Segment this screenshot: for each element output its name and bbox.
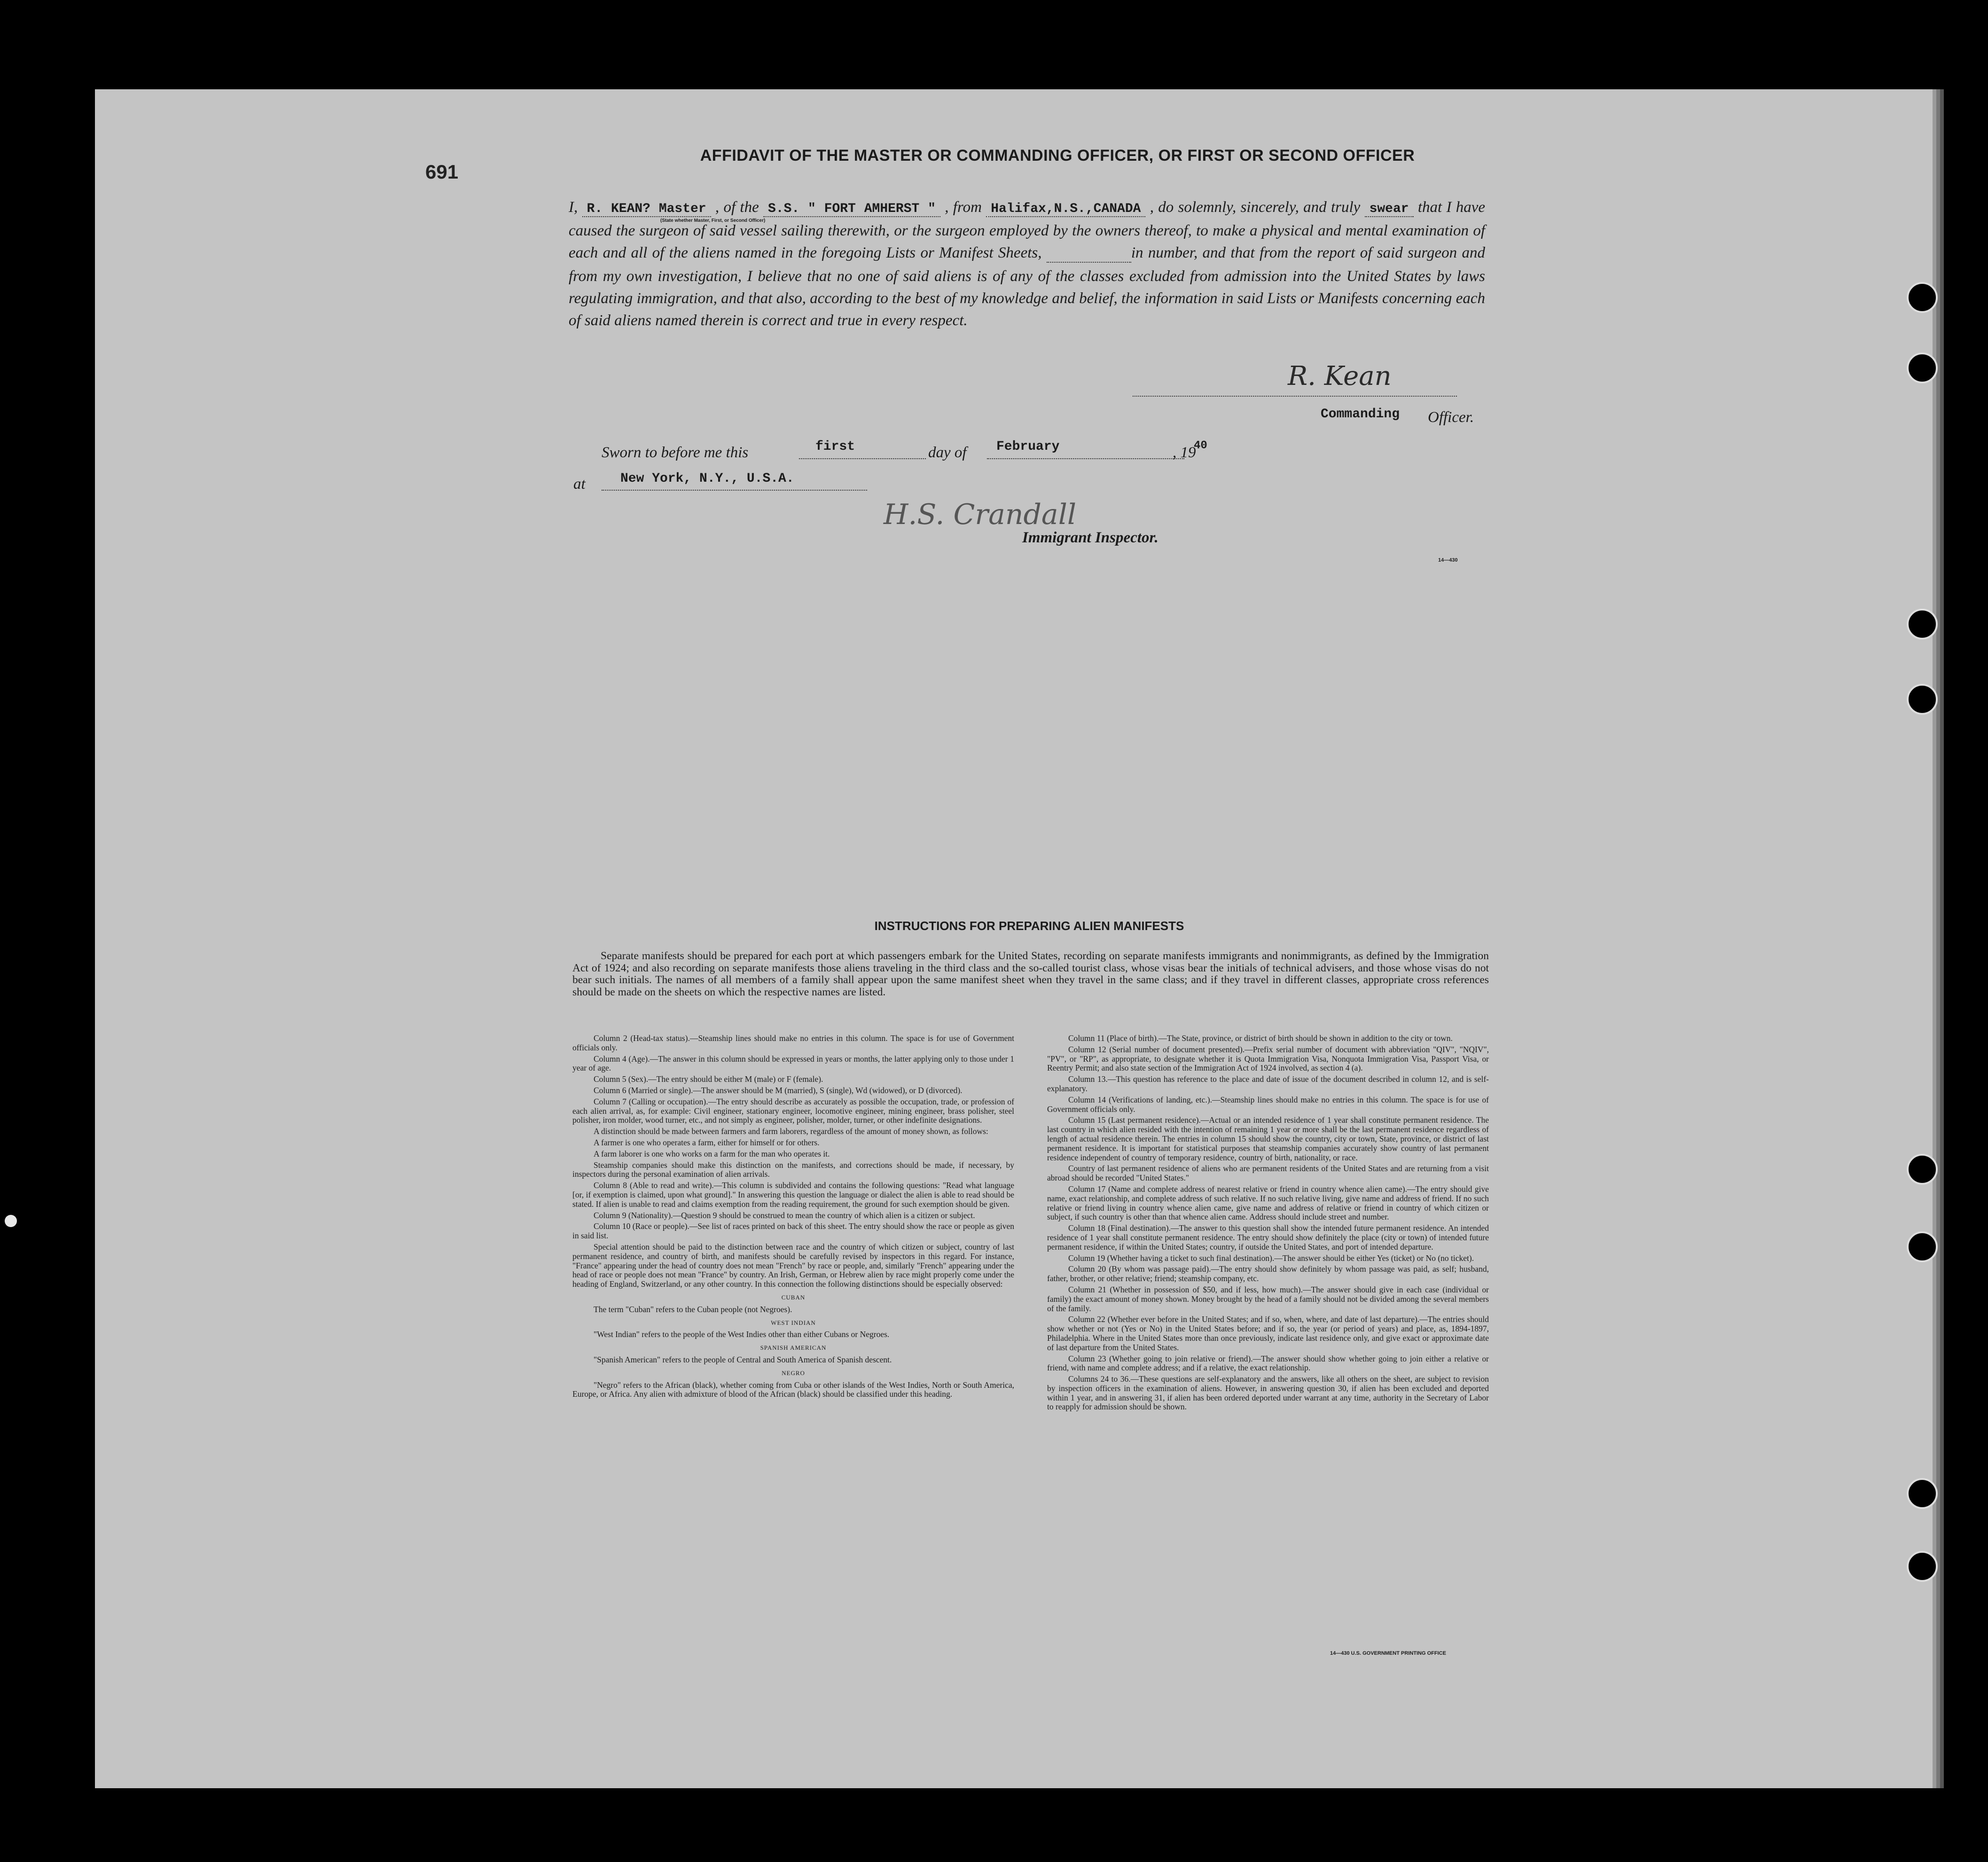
instruction-paragraph: Column 19 (Whether having a ticket to such final destination).—The answer should be either Yes (ticket) or No (no ticket). [1068, 1253, 1474, 1263]
instruction-paragraph: Column 2 (Head-tax status).—Steamship lines should make no entries in this column. The space is for use of Government officials only. [572, 1033, 1014, 1052]
instruction-paragraph: Column 4 (Age).—The answer in this column should be expressed in years or months, the latter applying only to those under 1 year of age. [572, 1054, 1014, 1073]
section-paragraph: "Negro" refers to the African (black), whether coming from Cuba or other islands of the West Indies, North or South America, Europe, or Africa. Any alien with admixture of blood of the African (black) should be classified under this heading. [572, 1380, 1014, 1399]
signature-line [1133, 396, 1457, 397]
oath-field: swear [1365, 202, 1414, 217]
manifest-page [95, 89, 1933, 1788]
affidavit-title: AFFIDAVIT OF THE MASTER OR COMMANDING OFFICER, OR FIRST OR SECOND OFFICER [700, 147, 1415, 164]
instruction-paragraph: A farm laborer is one who works on a farm for the man who operates it. [594, 1149, 830, 1158]
officer-name-field: R. KEAN? Master [582, 202, 711, 217]
at-label: at [573, 476, 586, 493]
punch-hole [1907, 1478, 1938, 1509]
solemnly-label: solemnly, sincerely, and truly [1178, 199, 1361, 216]
state-note: (State whether Master, First, or Second Officer) [660, 218, 766, 223]
sworn-year: 40 [1194, 439, 1207, 452]
edge-dot [5, 1215, 17, 1227]
instructions-right-column [1047, 1034, 1489, 1414]
section-heading: SPANISH AMERICAN [760, 1344, 827, 1352]
day-of-label: day of [928, 444, 967, 461]
instruction-paragraph: Column 18 (Final destination).—The answer to this question shall show the intended future permanent residence. An intended residence of 1 year shall constitute permanent residence. The entry should show definitely the place (city or town) of intended future permanent residence, if within the United States; country, if outside the United States, and port of intended departure. [1047, 1223, 1489, 1252]
section-heading: CUBAN [781, 1293, 806, 1301]
corner-mark: 691 [425, 161, 459, 183]
instruction-paragraph: A farmer is one who operates a farm, either for himself or for others. [594, 1137, 820, 1147]
section-heading: NEGRO [782, 1369, 805, 1377]
instruction-paragraph: Special attention should be paid to the distinction between race and the country of which citizen or subject, country of last permanent residence, and country of birth, and manifests should be carefully revised by inspectors in this regard. For instance, "France" appearing under the head of country does not mean "French" by race or people, and, similarly "French" appearing under the head of race or people does not mean "France" by country. An Irish, German, or Hebrew alien by race might properly come under the heading of England, Switzerland, or any other country. In this connection the following distinctions should be especially observed: [572, 1242, 1014, 1289]
instruction-paragraph: A distinction should be made between farmers and farm laborers, regardless of the amount of money shown, as follows: [594, 1127, 988, 1136]
officer-label: Officer. [1428, 409, 1474, 426]
month-line [987, 458, 1184, 459]
instruction-paragraph: Column 13.—This question has reference to the place and date of issue of the document described in column 12, and is self-explanatory. [1047, 1074, 1489, 1093]
place-line [602, 490, 867, 491]
instruction-paragraph: Column 15 (Last permanent residence).—Actual or an intended residence of 1 year shall constitute permanent residence. The last country in which alien resided with the intention of remaining 1 year or more shall be the last permanent residence regardless of length of actual residence therein. The entries in column 15 should show the country, city or town, State, province, or district of last permanent residence. It is important for statistical purposes that steamship companies accurately show country of last permanent residence independent of country of temporary residence, country of birth, nationality, or race. [1047, 1115, 1489, 1162]
sworn-day: first [815, 439, 855, 454]
instruction-paragraph: Column 20 (By whom was passage paid).—The entry should show definitely by whom passage was paid, as self; husband, father, brother, or other relative; friend; steamship company, etc. [1047, 1264, 1489, 1283]
ship-name-field: S.S. " FORT AMHERST " [763, 202, 940, 217]
day-line [799, 458, 926, 459]
instruction-paragraph: Country of last permanent residence of aliens who are permanent residents of the United States and are returning from a visit abroad should be recorded "United States." [1047, 1164, 1489, 1183]
instruction-paragraph: Column 5 (Sex).—The entry should be either M (male) or F (female). [594, 1074, 823, 1084]
instructions-left-column [572, 1034, 1014, 1401]
master-signature: R. Kean [1288, 361, 1392, 391]
officer-rank: Commanding [1321, 407, 1400, 422]
section-paragraph: "West Indian" refers to the people of the West Indies other than either Cubans or Negroes. [594, 1330, 890, 1339]
instructions-title: INSTRUCTIONS FOR PREPARING ALIEN MANIFESTS [874, 919, 1184, 933]
instruction-paragraph: Column 11 (Place of birth).—The State, province, or district of birth should be shown in addition to the city or town. [1068, 1033, 1453, 1043]
do-label: , do [1150, 199, 1174, 216]
punch-hole [1907, 352, 1938, 383]
punch-hole [1907, 1231, 1938, 1262]
instruction-paragraph: Column 6 (Married or single).—The answer should be M (married), S (single), Wd (widowed), or D (divorced). [594, 1085, 963, 1095]
form-code: 14—430 [1438, 557, 1458, 563]
punch-hole [1907, 282, 1938, 313]
instruction-paragraph: Column 22 (Whether ever before in the United States; and if so, when, where, and date of last departure).—The entries should show whether or not (Yes or No) in the United States before; and if so, the year (or period of years) and place, as, 1894-1897, Philadelphia. Where in the United States more than once previously, indicate last residence only, and give exact or approximate date of last departure from the United States. [1047, 1314, 1489, 1352]
instruction-paragraph: Steamship companies should make this distinction on the manifests, and corrections should be made, if necessary, by inspectors during the personal examination of alien arrivals. [572, 1160, 1014, 1179]
instruction-paragraph: Column 23 (Whether going to join relative or friend).—The answer should show whether going to join either a relative or friend, with name and complete address; and if a relative, the exact relationship. [1047, 1353, 1489, 1373]
sworn-label: Sworn to before me this [602, 444, 749, 461]
printing-office-footer: 14—430 U.S. GOVERNMENT PRINTING OFFICE [1330, 1651, 1446, 1656]
section-paragraph: "Spanish American" refers to the people of Central and South America of Spanish descent. [594, 1354, 892, 1364]
instruction-paragraph: Column 14 (Verifications of landing, etc.).—Steamship lines should make no entries in this column. The space is for use of Government officials only. [1047, 1095, 1489, 1114]
punch-hole [1907, 684, 1938, 715]
punch-hole [1907, 609, 1938, 640]
affidavit-body [569, 196, 1485, 332]
affidavit-text: that I have caused the surgeon of said vessel sailing therewith, or the surgeon employed by the owners thereof, to make a physical and mental examination of each and all of the aliens named in the foregoing Lists or Manifest Sheets, [569, 199, 1486, 261]
alien-count-field [1047, 247, 1131, 263]
instruction-paragraph: Column 7 (Calling or occupation).—The entry should describe as accurately as possible the occupation, trade, or profession of each alien arrival, as, for example: Civil engineer, stationary engineer, locomotive engineer, mining engineer, brass polisher, steel polisher, iron molder, wood turner, etc., and not simply as engineer, polisher, molder, turner, or other indefinite designations. [572, 1096, 1014, 1125]
inspector-signature: H.S. Crandall [884, 498, 1077, 531]
instruction-paragraph: Column 21 (Whether in possession of $50, and if less, how much).—The answer should give in each case (individual or family) the exact amount of money shown. Money brought by the head of a family should not be divided among the several members of the family. [1047, 1284, 1489, 1313]
instruction-paragraph: Column 10 (Race or people).—See list of races printed on back of this sheet. The entry should show the race or people as given in said list. [572, 1221, 1014, 1241]
instruction-paragraph: Column 9 (Nationality).—Question 9 should be construed to mean the country of which alien is a citizen or subject. [594, 1210, 975, 1220]
instruction-paragraph: Column 8 (Able to read and write).—This column is subdivided and contains the following questions: "Read what language [or, if exemption is claimed, upon what ground]." In answering this question the language or dialect the alien is able to read should be stated. If alien is unable to read and claims exemption from the reading requirement, the ground for such exemption should be given. [572, 1181, 1014, 1209]
section-paragraph: The term "Cuban" refers to the Cuban people (not Negroes). [594, 1304, 792, 1314]
instruction-paragraph: Column 17 (Name and complete address of nearest relative or friend in country whence alien came).—The entry should give name, exact relationship, and complete address of such relative. If no such relative living, give name and address of friend. If no such relative or friend living in country whence alien came, give name and address of relative or friend in country of which citizen or subject, if such country is other than that whence alien came. Address should include street and number. [1047, 1184, 1489, 1222]
i-label: I, [569, 199, 578, 216]
sworn-month: February [996, 439, 1060, 454]
instruction-paragraph: Columns 24 to 36.—These questions are self-explanatory and the answers, like all others on the sheet, are subject to revision by inspection officers in the examination of aliens. However, in answering question 30, if alien has been excluded and deported within 1 year, and in answering 31, if alien has been ordered deported under warrant at any time, authority in the Secretary of Labor to reapply for admission should be shown. [1047, 1374, 1489, 1412]
from-label: , from [945, 199, 982, 216]
punch-hole [1907, 1551, 1938, 1582]
year-prefix: , 19 [1173, 444, 1196, 461]
affidavit-text-2: in number, and that from the report of said surgeon and from my own investigation, I believe that no one of said aliens is of any of the classes excluded from admission into the United States by laws regulating immigration, and that also, according to the best of my knowledge and belief, the information in said Lists or Manifests concerning each of said aliens named therein is correct and true in every respect. [569, 244, 1485, 329]
section-heading: WEST INDIAN [771, 1319, 816, 1326]
sworn-place: New York, N.Y., U.S.A. [620, 471, 794, 486]
inspector-label: Immigrant Inspector. [1022, 529, 1158, 546]
instruction-paragraph: Column 12 (Serial number of document presented).—Prefix serial number of document with abbreviation "QIV", "NQIV", "PV", or "RP", as appropriate, to designate whether it is Quota Immigration Visa, Nonquota Immigration Visa, Passport Visa, or Reentry Permit; and also state section of the Immigration Act of 1924 involved, as section 4 (a). [1047, 1044, 1489, 1073]
departure-port-field: Halifax,N.S.,CANADA [986, 202, 1145, 217]
of-the-label: , of the [715, 199, 759, 216]
instructions-intro: Separate manifests should be prepared for each port at which passengers embark for the United States, recording on separate manifests immigrants and nonimmigrants, as defined by the Immigration Act of 1924; and also recording on separate manifests those aliens traveling in the third class and the so-called tourist class, whose visas bear the initials of technical advisers, and those whose visas do not bear such initials. The names of all members of a family shall appear upon the same manifest sheet when they travel in the same class; and if they travel in different classes, appropriate cross references should be made on the sheets on which the respective names are listed. [572, 950, 1489, 998]
punch-hole [1907, 1154, 1938, 1185]
